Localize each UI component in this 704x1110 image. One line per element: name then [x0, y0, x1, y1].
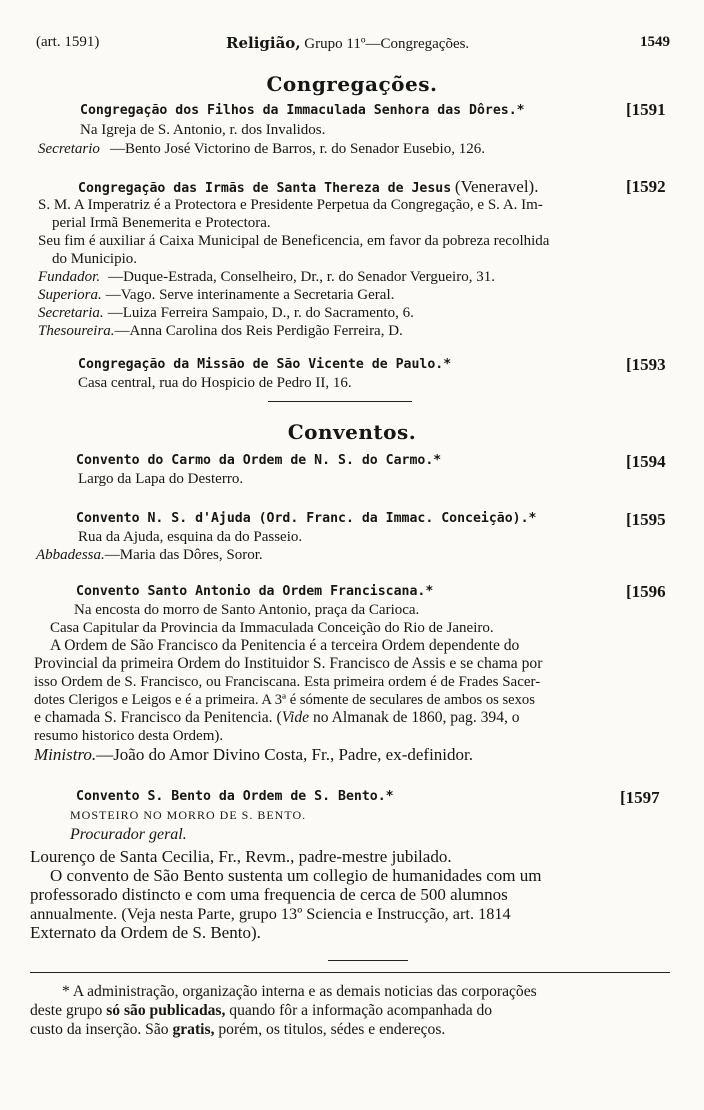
role-label: Abbadessa. [36, 547, 105, 563]
entry-title-1596: Convento Santo Antonio da Ordem Franciscana.* [76, 584, 434, 599]
footnote-rule [30, 972, 670, 973]
entry-text-1592-1: S. M. A Imperatriz é a Protectora e Presidente Perpetua da Congregação, e S. A. Im- [38, 197, 543, 213]
entry-text-1596-4: Provincial da primeira Ordem do Instituidor S. Francisco de Assis e se chama por [34, 655, 543, 672]
entry-text-1596-1: Na encosta do morro de Santo Antonio, praça da Carioca. [74, 602, 420, 618]
emphasis: só são publicadas, [106, 1002, 226, 1019]
entry-title-1597: Convento S. Bento da Ordem de S. Bento.* [76, 789, 394, 804]
text-part: quando fôr a informação acompanhada do [225, 1002, 493, 1019]
entry-person-1591 [38, 140, 485, 158]
entry-address-1595: Rua da Ajuda, esquina da do Passeio. [78, 529, 303, 545]
section-heading-conventos: Conventos. [287, 420, 417, 444]
text-part: e chamada S. Francisco da Penitencia. ( [34, 709, 282, 726]
text-part: custo da inserção. São [30, 1021, 173, 1038]
role-label: Superiora. [38, 287, 102, 303]
section-divider [268, 401, 412, 402]
vide-word: Vide [281, 709, 310, 726]
person-text: —Duque-Estrada, Conselheiro, Dr., r. do Senador Vergueiro, 31. [108, 269, 495, 285]
text-part: deste grupo [30, 1002, 107, 1019]
text-part: porém, os titulos, sédes e endereços. [214, 1021, 446, 1038]
entry-person-1595 [36, 546, 263, 564]
person-text: —Bento José Victorino de Barros, r. do Senador Eusebio, 126. [109, 141, 485, 157]
entry-person-1596 [34, 746, 473, 764]
article-ref: (art. 1591) [36, 34, 100, 50]
entry-text-1596-7 [34, 709, 520, 727]
entry-title-1595: Convento N. S. d'Ajuda (Ord. Franc. da Immac. Conceição).* [76, 511, 537, 526]
entry-person-1592-3 [38, 304, 414, 322]
entry-text-1592-4: do Municipio. [52, 251, 137, 267]
entry-person-1592-4 [38, 322, 403, 340]
running-header [36, 34, 670, 56]
entry-address-1591: Na Igreja de S. Antonio, r. dos Invalidos. [80, 122, 326, 138]
person-text: —Maria das Dôres, Soror. [104, 547, 263, 563]
entry-number-1591: [1591 [626, 100, 666, 119]
entry-text-1597-3: professorado distincto e com uma frequencia de cerca de 500 alumnos [30, 885, 508, 904]
entry-number-1593: [1593 [626, 355, 666, 374]
person-text: —Luiza Ferreira Sampaio, D., r. do Sacramento, 6. [107, 305, 414, 321]
entry-text-1596-8: resumo historico desta Ordem). [34, 728, 224, 744]
entry-title-1593: Congregação da Missão de São Vicente de Paulo.* [78, 357, 452, 372]
entry-title-1592 [78, 178, 538, 198]
entry-title-1591: Congregação dos Filhos da Immaculada Senhora das Dôres.* [80, 103, 525, 118]
role-label: Secretario [38, 141, 100, 157]
entry-text-1596-5: isso Ordem de S. Francisco, ou Franciscana. Esta primeira ordem é de Frades Sacer- [34, 674, 541, 690]
entry-text-1596-6: dotes Clerigos e Leigos e é a primeira. A 3ª é sómente de seculares de ambos os sexos [34, 692, 535, 708]
entry-person-1592-1 [38, 268, 495, 286]
entry-address-1594: Largo da Lapa do Desterro. [78, 471, 244, 487]
entry-person-1592-2 [38, 286, 394, 304]
entry-title-1594: Convento do Carmo da Ordem de N. S. do Carmo.* [76, 453, 442, 468]
header-title [226, 34, 469, 53]
entry-number-1597: [1597 [620, 788, 660, 807]
entry-text-1596-2: Casa Capitular da Provincia da Immaculada Conceição do Rio de Janeiro. [50, 620, 494, 636]
entry-text-1597-1: Lourenço de Santa Cecilia, Fr., Revm., padre-mestre jubilado. [30, 847, 452, 866]
emphasis: gratis, [172, 1021, 215, 1038]
section-heading-congregacoes: Congregações. [266, 72, 438, 96]
entry-text-1597-4: annualmente. (Veja nesta Parte, grupo 13º Sciencia e Instrucção, art. 1814 [30, 904, 511, 923]
text-part: no Almanak de 1860, pag. 394, o [309, 709, 520, 726]
entry-text-1597-5: Externato da Ordem de S. Bento). [30, 923, 261, 942]
footnote-line-3 [30, 1021, 445, 1039]
title-main: Congregação das Irmãs de Santa Thereza de Jesus [78, 181, 452, 196]
role-label: Ministro. [34, 745, 97, 764]
header-title-rest: Grupo 11º—Congregações. [300, 36, 470, 52]
entry-label-1597: Procurador geral. [70, 826, 187, 843]
entry-number-1596: [1596 [626, 582, 666, 601]
entry-number-1592: [1592 [626, 177, 666, 196]
entry-subtitle-1597: MOSTEIRO NO MORRO DE S. BENTO. [70, 808, 307, 822]
entry-address-1593: Casa central, rua do Hospicio de Pedro II, 16. [78, 375, 352, 391]
role-label: Fundador. [38, 269, 101, 285]
entry-text-1597-2: O convento de São Bento sustenta um collegio de humanidades com um [50, 866, 542, 885]
person-text: —Vago. Serve interinamente a Secretaria Geral. [105, 287, 395, 303]
title-suffix: (Veneravel). [454, 177, 539, 196]
header-title-bold: Religião, [226, 34, 301, 52]
role-label: Thesoureira. [38, 323, 115, 339]
person-text: —João do Amor Divino Costa, Fr., Padre, ex-definidor. [96, 745, 473, 764]
footnote-line-1: * A administração, organização interna e as demais noticias das corporações [62, 983, 537, 1000]
entry-text-1596-3: A Ordem de São Francisco da Penitencia é a terceira Ordem dependente do [50, 637, 520, 654]
entry-text-1592-3: Seu fim é auxiliar á Caixa Municipal de Beneficencia, em favor da pobreza recolhida [38, 233, 550, 249]
page-number: 1549 [640, 34, 670, 50]
entry-text-1592-2: perial Irmã Benemerita e Protectora. [52, 215, 271, 231]
footnote-line-2 [30, 1002, 492, 1020]
entry-number-1594: [1594 [626, 452, 666, 471]
role-label: Secretaria. [38, 305, 104, 321]
footnote-short-rule [328, 960, 408, 961]
entry-number-1595: [1595 [626, 510, 666, 529]
person-text: —Anna Carolina dos Reis Perdigão Ferreira, D. [114, 323, 403, 339]
